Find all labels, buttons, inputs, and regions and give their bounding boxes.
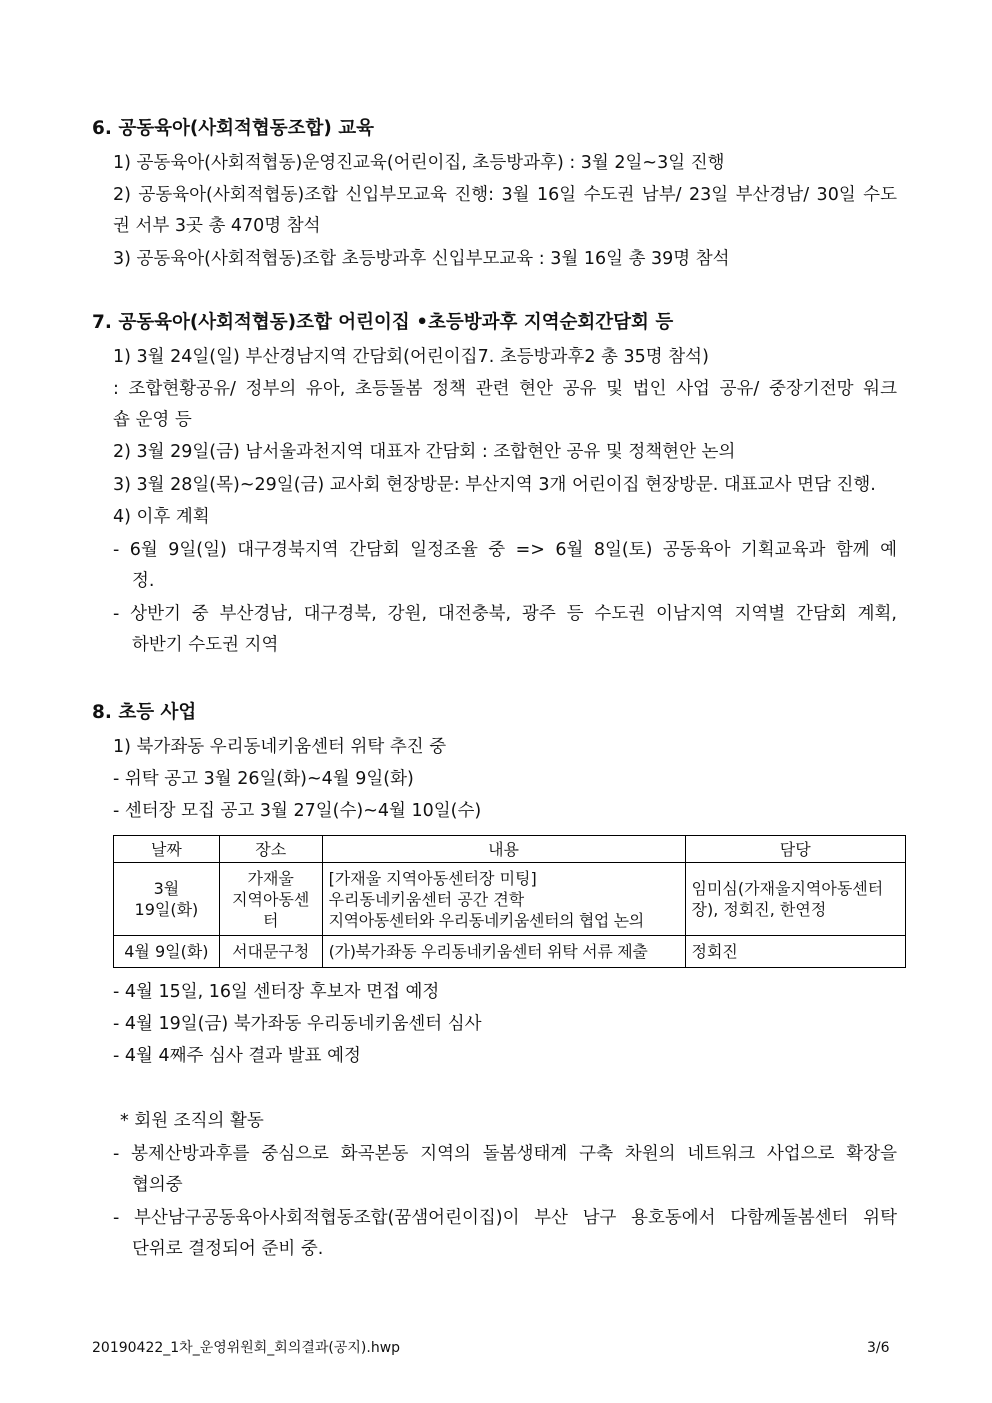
section-8-bullet-5: - 4월 4째주 심사 결과 발표 예정 [113, 1046, 361, 1066]
table-cell-content: (가)북가좌동 우리동네키움센터 위탁 서류 제출 [322, 936, 685, 968]
table-cell-content: [가재울 지역아동센터장 미팅] 우리동네키움센터 공간 견학 지역아동센터와 우리동네키움센터의 협업 논의 [322, 863, 685, 936]
section-7-item-2: 2) 3월 29일(금) 남서울과천지역 대표자 간담회 : 조합현안 공유 및 정책현안 논의 [113, 442, 736, 462]
section-8-bullet-4: - 4월 19일(금) 북가좌동 우리동네키움센터 심사 [113, 1014, 482, 1034]
table-cell-owner: 정회진 [685, 936, 906, 968]
section-8-bullet-2: - 센터장 모집 공고 3월 27일(수)~4월 10일(수) [113, 801, 482, 821]
member-activity-1-cont: 협의중 [132, 1175, 183, 1195]
section-7-item-1-detail-cont: 숍 운영 등 [113, 410, 192, 430]
table-cell-place: 가재울 지역아동센 터 [219, 863, 322, 936]
table-header-owner: 담당 [685, 836, 906, 863]
section-7-item-4: 4) 이후 계획 [113, 507, 210, 527]
table-cell-owner: 임미심(가재울지역아동센터 장), 정회진, 한연정 [685, 863, 906, 936]
table-row [114, 936, 906, 968]
section-8-heading: 8. 초등 사업 [92, 702, 197, 723]
table-header-row [114, 836, 906, 863]
section-6-item-2: 2) 공동육아(사회적협동)조합 신입부모교육 진행: 3월 16일 수도권 남부/ 23일 부산경남/ 30일 수도 [113, 185, 897, 205]
table-cell-date: 4월 9일(화) [114, 936, 220, 968]
member-activity-2: - 부산남구공동육아사회적협동조합(꿈샘어린이집)이 부산 남구 용호동에서 다함께돌봄센터 위탁 [113, 1208, 897, 1228]
section-6-item-2-cont: 권 서부 3곳 총 470명 참석 [113, 216, 321, 236]
table-cell-place: 서대문구청 [219, 936, 322, 968]
section-8-bullet-3: - 4월 15일, 16일 센터장 후보자 면접 예정 [113, 982, 440, 1002]
member-activity-2-cont: 단위로 결정되어 준비 중. [132, 1239, 324, 1259]
table-row [114, 863, 906, 936]
section-8-item-1: 1) 북가좌동 우리동네키움센터 위탁 추진 중 [113, 737, 447, 757]
section-7-plan-1: - 6월 9일(일) 대구경북지역 간담회 일정조율 중 => 6월 8일(토) 공동육아 기획교육과 함께 예 [113, 540, 897, 560]
section-7-plan-2-cont: 하반기 수도권 지역 [132, 635, 279, 655]
section-6-heading: 6. 공동육아(사회적협동조합) 교육 [92, 118, 375, 139]
section-7-plan-2: - 상반기 중 부산경남, 대구경북, 강원, 대전충북, 광주 등 수도권 이남지역 지역별 간담회 계획, [113, 604, 897, 624]
table-header-content: 내용 [322, 836, 685, 863]
section-7-heading: 7. 공동육아(사회적협동)조합 어린이집 •초등방과후 지역순회간담회 등 [92, 312, 674, 333]
section-6-item-3: 3) 공동육아(사회적협동)조합 초등방과후 신입부모교육 : 3월 16일 총 39명 참석 [113, 249, 730, 269]
section-7-item-1-detail: : 조합현황공유/ 정부의 유아, 초등돌봄 정책 관련 현안 공유 및 법인 사업 공유/ 중장기전망 워크 [113, 379, 897, 399]
section-8-bullet-1: - 위탁 공고 3월 26일(화)~4월 9일(화) [113, 769, 414, 789]
section-7-item-1: 1) 3월 24일(일) 부산경남지역 간담회(어린이집7. 초등방과후2 총 35명 참석) [113, 347, 709, 367]
schedule-table [113, 835, 906, 968]
member-activities-heading: * 회원 조직의 활동 [120, 1111, 264, 1131]
table-header-place: 장소 [219, 836, 322, 863]
section-6-item-1: 1) 공동육아(사회적협동)운영진교육(어린이집, 초등방과후) : 3월 2일~3일 진행 [113, 153, 725, 173]
section-7-plan-1-cont: 정. [132, 571, 155, 591]
member-activity-1: - 봉제산방과후를 중심으로 화곡본동 지역의 돌봄생태계 구축 차원의 네트워크 사업으로 확장을 [113, 1144, 897, 1164]
section-7-item-3: 3) 3월 28일(목)~29일(금) 교사회 현장방문: 부산지역 3개 어린이집 현장방문. 대표교사 면담 진행. [113, 475, 876, 495]
table-cell-date: 3월 19일(화) [114, 863, 220, 936]
footer-page-number: 3/6 [867, 1340, 890, 1356]
footer-filename: 20190422_1차_운영위원회_회의결과(공지).hwp [92, 1340, 401, 1356]
table-header-date: 날짜 [114, 836, 220, 863]
